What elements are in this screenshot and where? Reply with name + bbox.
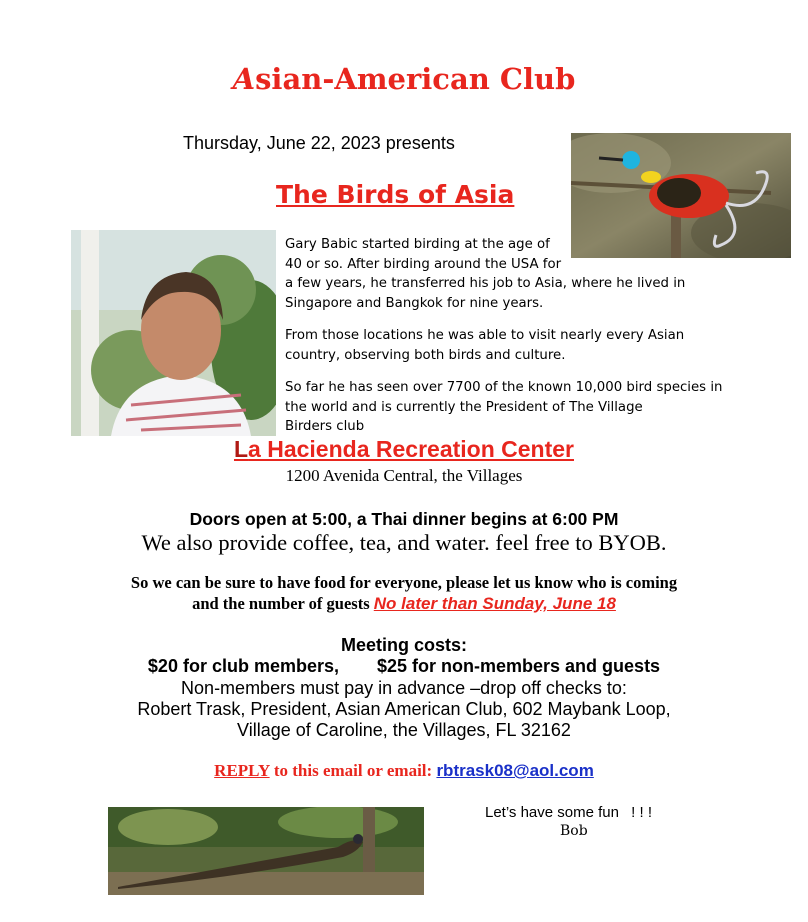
bio-line: the world and is currently the President of The Village (285, 399, 643, 415)
doors-open-time: Doors open at 5:00, a Thai dinner begins at 6:00 PM (189, 509, 619, 529)
bio-line: a few years, he transferred his job to Asia, where he lived in (285, 276, 686, 291)
email-link[interactable]: rbtrask08@aol.com (436, 761, 594, 780)
venue-address: 1200 Avenida Central, the Villages (285, 466, 523, 485)
beverages-note: We also provide coffee, tea, and water. feel free to BYOB. (141, 530, 667, 555)
bio-line: Singapore and Bangkok for nine years. (285, 295, 544, 311)
bio-line: Birders club (285, 419, 365, 434)
reply-instruction: to this email or email: (269, 761, 437, 780)
mailing-address-line-1: Robert Trask, President, Asian American Club, 602 Maybank Loop, (137, 699, 671, 719)
rsvp-guests-text: and the number of guests (192, 594, 374, 613)
venue-name (0, 436, 808, 463)
argus-pheasant-photo (108, 807, 424, 895)
venue-name-initial: L (233, 436, 249, 462)
mailing-address-line-2: Village of Caroline, the Villages, FL 32162 (237, 720, 571, 740)
bio-paragraph-1 (285, 235, 685, 313)
bio-line: country, observing both birds and culture. (285, 347, 566, 363)
advance-payment-note: Non-members must pay in advance –drop off checks to: (181, 678, 627, 698)
rsvp-deadline: No later than Sunday, June 18 (373, 594, 616, 613)
member-price: $20 for club members, (147, 656, 339, 676)
reply-label: REPLY (214, 761, 270, 780)
venue-name-rest: a Hacienda Recreation Center (248, 436, 574, 462)
bio-paragraph-3 (285, 378, 722, 437)
club-title-initial: A (232, 62, 256, 96)
event-date: Thursday, June 22, 2023 presents (183, 133, 455, 153)
closing-exclaim: ! ! ! (631, 804, 652, 821)
rsvp-line-2 (0, 594, 808, 614)
rsvp-line-1: So we can be sure to have food for everyone, please let us know who is coming (130, 573, 678, 592)
nonmember-price: $25 for non-members and guests (377, 656, 661, 676)
bio-line: 40 or so. After birding around the USA for (285, 256, 562, 272)
closing-fun-text: Let’s have some fun (485, 804, 624, 821)
bio-line: From those locations he was able to visit nearly every Asian (285, 328, 685, 343)
bio-line: So far he has seen over 7700 of the known 10,000 bird species in (285, 380, 723, 395)
signature: Bob (560, 823, 588, 839)
club-title (0, 62, 808, 96)
reply-line (0, 761, 808, 781)
bio-paragraph-2 (285, 326, 684, 365)
costs-heading: Meeting costs: (340, 635, 468, 655)
club-title-rest: sian-American Club (255, 62, 576, 96)
speaker-photo (71, 230, 276, 436)
bio-line: Gary Babic started birding at the age of (285, 237, 550, 252)
event-title: The Birds of Asia (276, 180, 515, 209)
closing-message (485, 804, 652, 821)
costs-prices (0, 656, 808, 677)
